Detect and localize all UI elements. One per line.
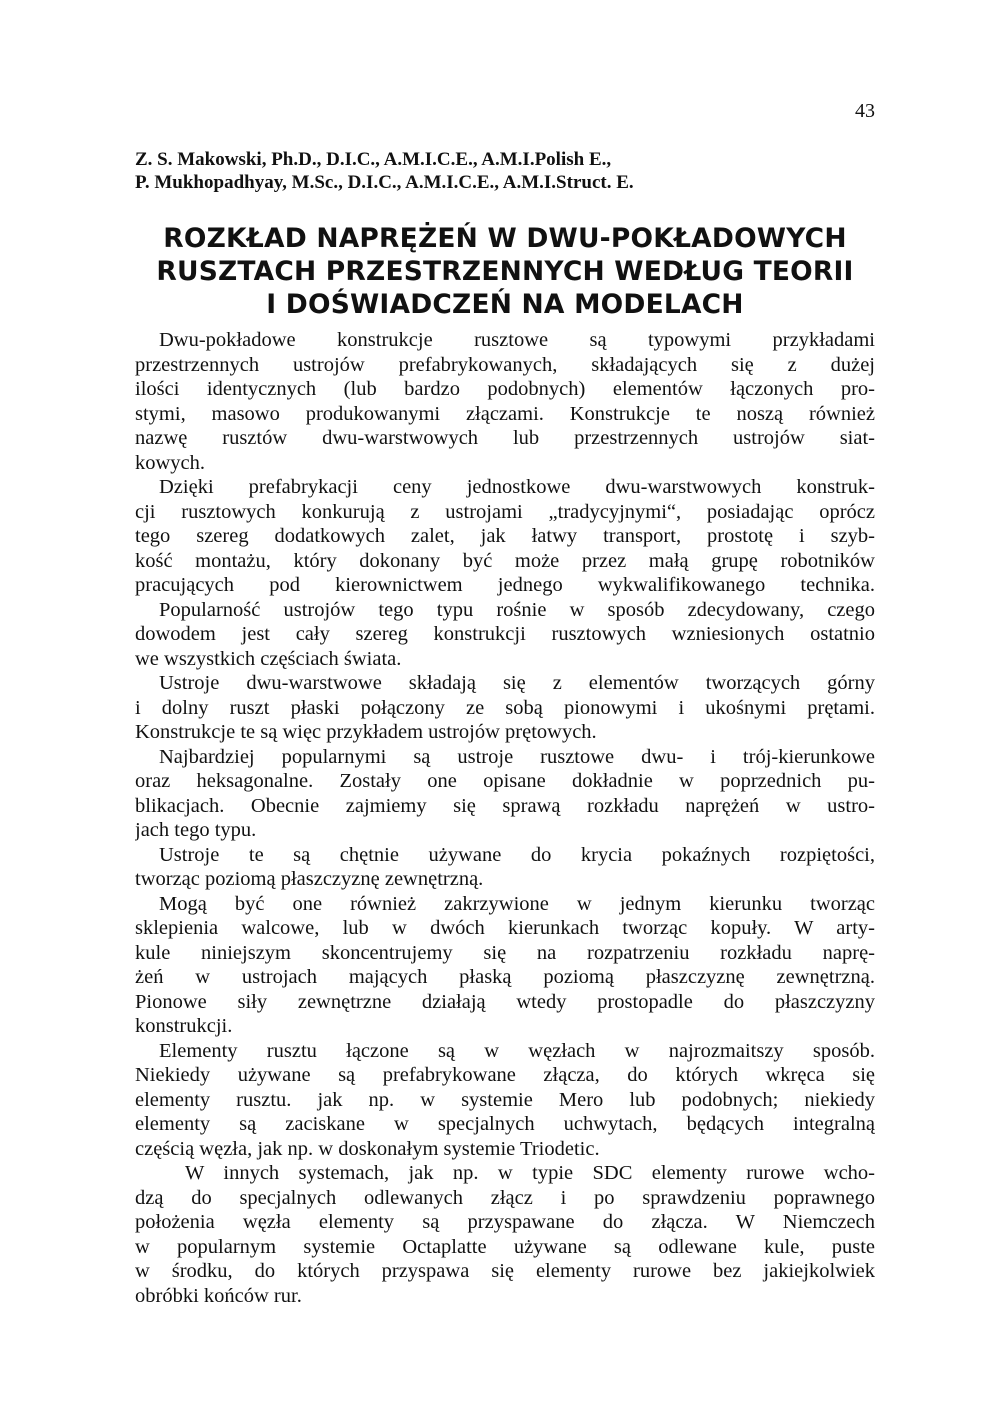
author-line: Z. S. Makowski, Ph.D., D.I.C., A.M.I.C.E., A.M.I.Polish E., [135,149,612,170]
paragraph [135,475,875,598]
text-line: sklepienia walcowe, lub w dwóch kierunkach tworząc kopuły. W arty- [135,917,875,939]
text-line: pracujących pod kierownictwem jednego wykwalifikowanego technika. [135,574,875,596]
article-title [132,222,878,321]
paragraph [135,671,875,745]
text-line: Niekiedy używane są prefabrykowane złącza, do których wkręca się [135,1064,875,1086]
text-line: Popularność ustrojów tego typu rośnie w sposób zdecydowany, czego [159,598,875,621]
text-line: W innych systemach, jak np. w typie SDC elementy rurowe wcho- [185,1162,875,1184]
paragraph [135,843,875,892]
text-line: kule niniejszym skoncentrujemy się na rozpatrzeniu rozkładu naprę- [135,941,875,964]
text-line: Elementy rusztu łączone są w węzłach w najrozmaitszy sposób. [159,1039,875,1062]
page-number: 43 [855,100,875,122]
text-line: Ustroje te są chętnie używane do krycia pokaźnych rozpiętości, [159,843,875,866]
text-line: tego szereg dodatkowych zalet, jak łatwy transport, prostotę i szyb- [135,525,875,547]
title-line: RUSZTACH PRZESTRZENNYCH WEDŁUG TEORII [156,256,854,287]
text-line: częścią węzła, jak np. w doskonałym systemie Triodetic. [135,1137,600,1160]
text-line: Dwu-pokładowe konstrukcje rusztowe są typowymi przykładami [159,329,875,351]
paragraph [135,598,875,672]
paragraph [135,745,875,843]
text-line: Konstrukcje te są więc przykładem ustrojów prętowych. [135,721,597,743]
text-line: elementy rusztu. jak np. w systemie Mero lub podobnych; niekiedy [135,1088,875,1111]
text-line: oraz heksagonalne. Zostały one opisane dokładnie w poprzednich pu- [135,770,875,792]
text-line: w popularnym systemie Octaplatte używane są odlewane kule, puste [135,1235,875,1258]
text-line: i dolny ruszt płaski połączony ze sobą pionowymi i ukośnymi prętami. [135,696,875,719]
text-line: blikacjach. Obecnie zajmiemy się sprawą rozkładu naprężeń w ustro- [135,794,875,817]
text-line: ilości identycznych (lub bardzo podobnych) elementów łączonych pro- [135,378,875,400]
text-line: Mogą być one również zakrzywione w jednym kierunku tworząc [159,892,875,915]
text-line: dowodem jest cały szereg konstrukcji rusztowych wzniesionych ostatnio [135,623,875,645]
authors [135,148,855,194]
title-line: I DOŚWIADCZEŃ NA MODELACH [266,289,744,320]
text-line: konstrukcji. [135,1015,233,1037]
text-line: żeń w ustrojach mających płaską poziomą płaszczyznę zewnętrzną. [135,966,875,988]
text-line: nazwę rusztów dwu-warstwowych lub przestrzennych ustrojów siat- [135,427,875,449]
text-line: Ustroje dwu-warstwowe składają się z elementów tworzących górny [159,672,875,694]
paragraph [135,1039,875,1162]
paragraph [135,1161,875,1308]
text-line: przestrzennych ustrojów prefabrykowanych, składających się z dużej [135,353,875,376]
title-line: ROZKŁAD NAPRĘŻEŃ W DWU-POKŁADOWYCH [163,223,847,254]
text-line: cji rusztowych konkurują z ustrojami „tradycyjnymi“, posiadając oprócz [135,500,875,523]
text-line: kość montażu, który dokonany być może przez małą grupę robotników [135,549,875,572]
text-line: w środku, do których przyspawa się elementy rurowe bez jakiejkolwiek [135,1260,875,1282]
text-line: jach tego typu. [135,819,257,841]
paragraph [135,892,875,1039]
text-line: tworząc poziomą płaszczyznę zewnętrzną. [135,868,484,890]
article-body [135,328,875,1308]
text-line: Pionowe siły zewnętrzne działają wtedy prostopadle do płaszczyzny [135,990,875,1013]
author-line: P. Mukhopadhyay, M.Sc., D.I.C., A.M.I.C.E., A.M.I.Struct. E. [135,172,634,193]
text-line: elementy są zaciskane w specjalnych uchwytach, będących integralną [135,1113,875,1135]
text-line: we wszystkich częściach świata. [135,647,402,670]
text-line: dzą do specjalnych odlewanych złącz i po sprawdzeniu poprawnego [135,1186,875,1209]
text-line: Najbardziej popularnymi są ustroje rusztowe dwu- i trój-kierunkowe [159,745,875,768]
paragraph [135,328,875,475]
text-line: stymi, masowo produkowanymi złączami. Konstrukcje te noszą również [135,402,875,425]
text-line: położenia węzła elementy są przyspawane do złącza. W Niemczech [135,1211,875,1233]
text-line: Dzięki prefabrykacji ceny jednostkowe dwu-warstwowych konstruk- [159,476,875,498]
text-line: kowych. [135,451,206,474]
text-line: obróbki końców rur. [135,1284,302,1307]
